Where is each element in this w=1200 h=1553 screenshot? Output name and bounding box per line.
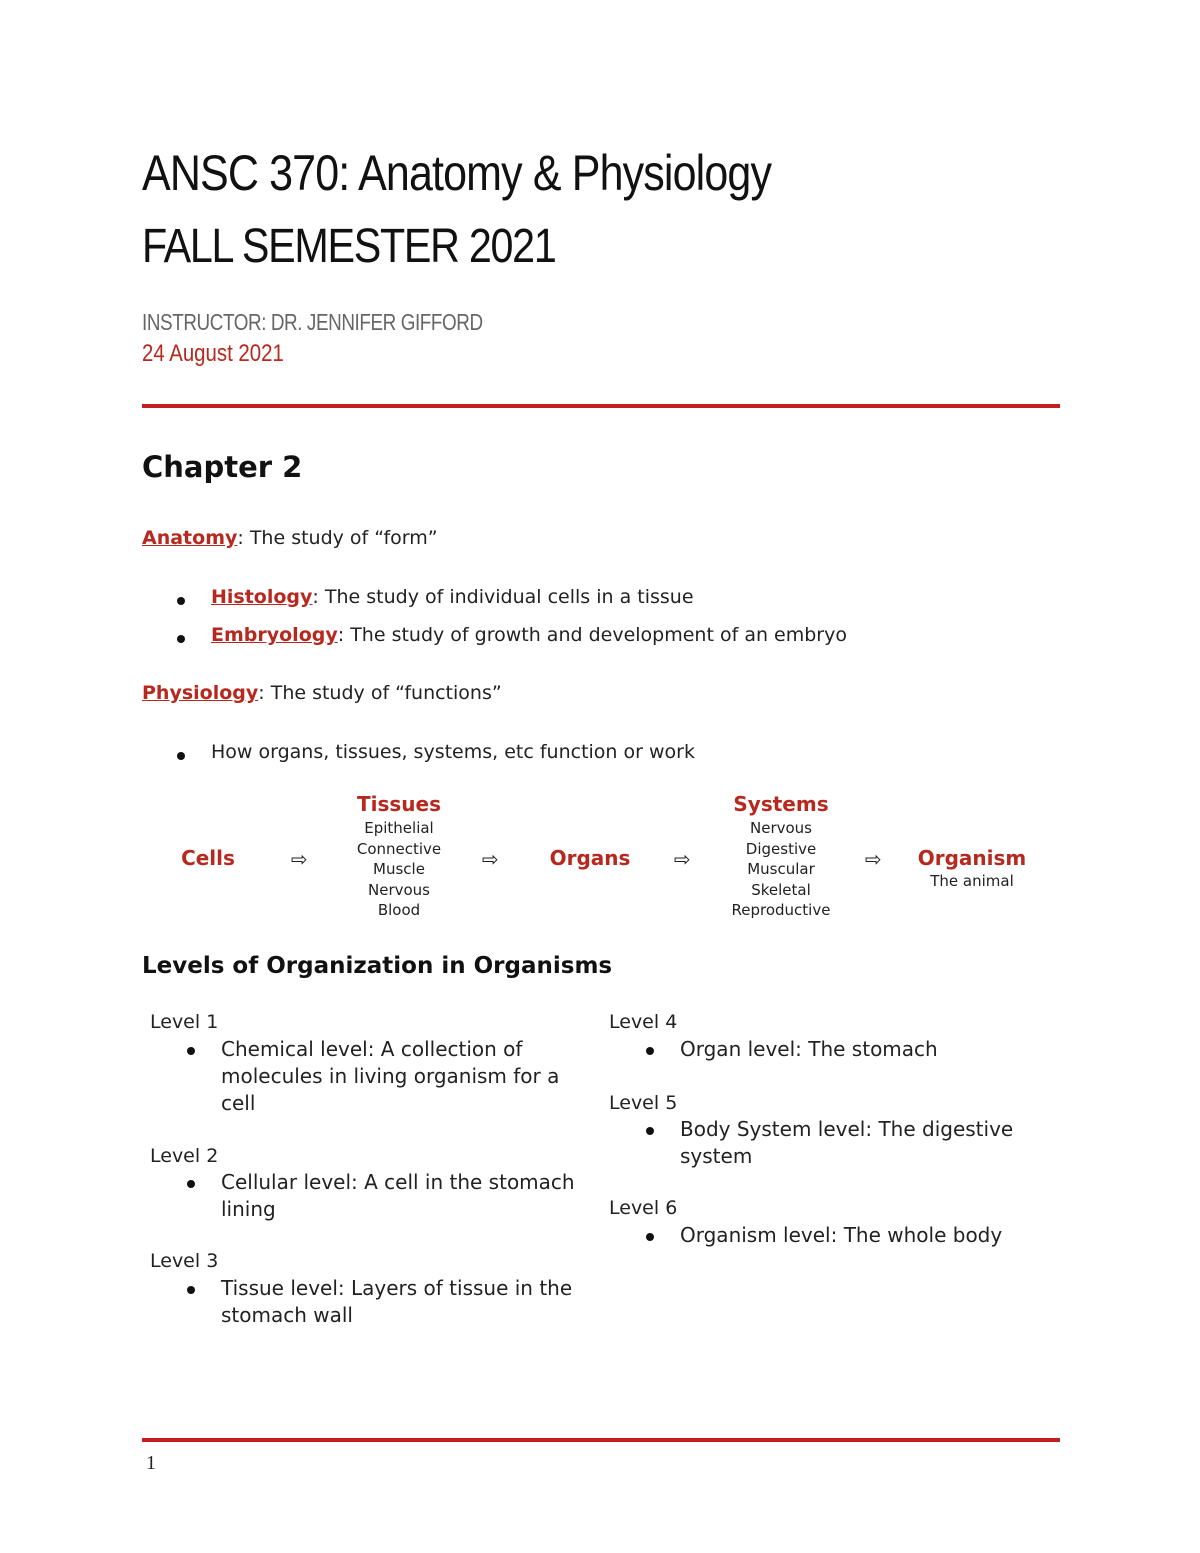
header-divider [142,404,1060,408]
bullet-icon [646,1233,654,1241]
arrow-right-icon: ⇨ [674,847,691,871]
arrow-right-icon: ⇨ [865,847,882,871]
histology-definition: Histology: The study of individual cells in a tissue [211,586,694,608]
level-label: Level 2 [150,1145,219,1167]
flow-tissues: Tissues [356,792,441,816]
course-title: ANSC 370: Anatomy & Physiology [142,145,772,201]
level-label: Level 6 [609,1197,678,1219]
organism-description: The animal [930,872,1014,890]
lecture-date: 24 August 2021 [142,340,284,367]
level-label: Level 4 [609,1011,678,1033]
level-label: Level 1 [150,1011,219,1033]
bullet-icon [646,1047,654,1055]
level-description: Organism level: The whole body [680,1223,1003,1247]
footer-divider [142,1438,1060,1442]
flow-cells: Cells [181,846,235,870]
embryology-definition: Embryology: The study of growth and development of an embryo [211,624,847,646]
bullet-icon [187,1286,195,1294]
level-label: Level 3 [150,1250,219,1272]
physiology-term: Physiology [142,682,259,704]
flow-systems: Systems [733,792,829,816]
level-description: Cellular level: A cell in the stomach lining [221,1170,575,1221]
flow-organs: Organs [549,846,631,870]
level-description: Tissue level: Layers of tissue in the stomach wall [221,1276,573,1327]
flow-organism: Organism [917,846,1027,870]
system-types: Nervous Digestive Muscular Skeletal Reproductive [731,819,831,919]
physiology-bullet: How organs, tissues, systems, etc function or work [211,741,695,763]
arrow-right-icon: ⇨ [482,847,499,871]
bullet-icon [177,635,185,643]
embryology-term: Embryology [211,624,338,646]
histology-term: Histology [211,586,313,608]
bullet-icon [177,752,185,760]
bullet-icon [177,597,185,605]
anatomy-definition: Anatomy: The study of “form” [142,527,438,549]
semester-title: FALL SEMESTER 2021 [142,220,556,273]
bullet-icon [187,1180,195,1188]
level-description: Chemical level: A collection of molecules in living organism for a cell [221,1037,560,1115]
bullet-icon [187,1047,195,1055]
tissue-types: Epithelial Connective Muscle Nervous Blood [356,819,442,919]
chapter-heading: Chapter 2 [142,450,303,484]
level-description: Organ level: The stomach [680,1037,938,1061]
arrow-right-icon: ⇨ [291,847,308,871]
instructor-line: INSTRUCTOR: DR. JENNIFER GIFFORD [142,309,483,335]
anatomy-term: Anatomy [142,527,238,549]
physiology-definition: Physiology: The study of “functions” [142,682,502,704]
level-description: Body System level: The digestive system [680,1117,1014,1168]
bullet-icon [646,1127,654,1135]
page-number: 1 [146,1452,156,1474]
level-label: Level 5 [609,1092,678,1114]
levels-heading: Levels of Organization in Organisms [142,953,613,979]
